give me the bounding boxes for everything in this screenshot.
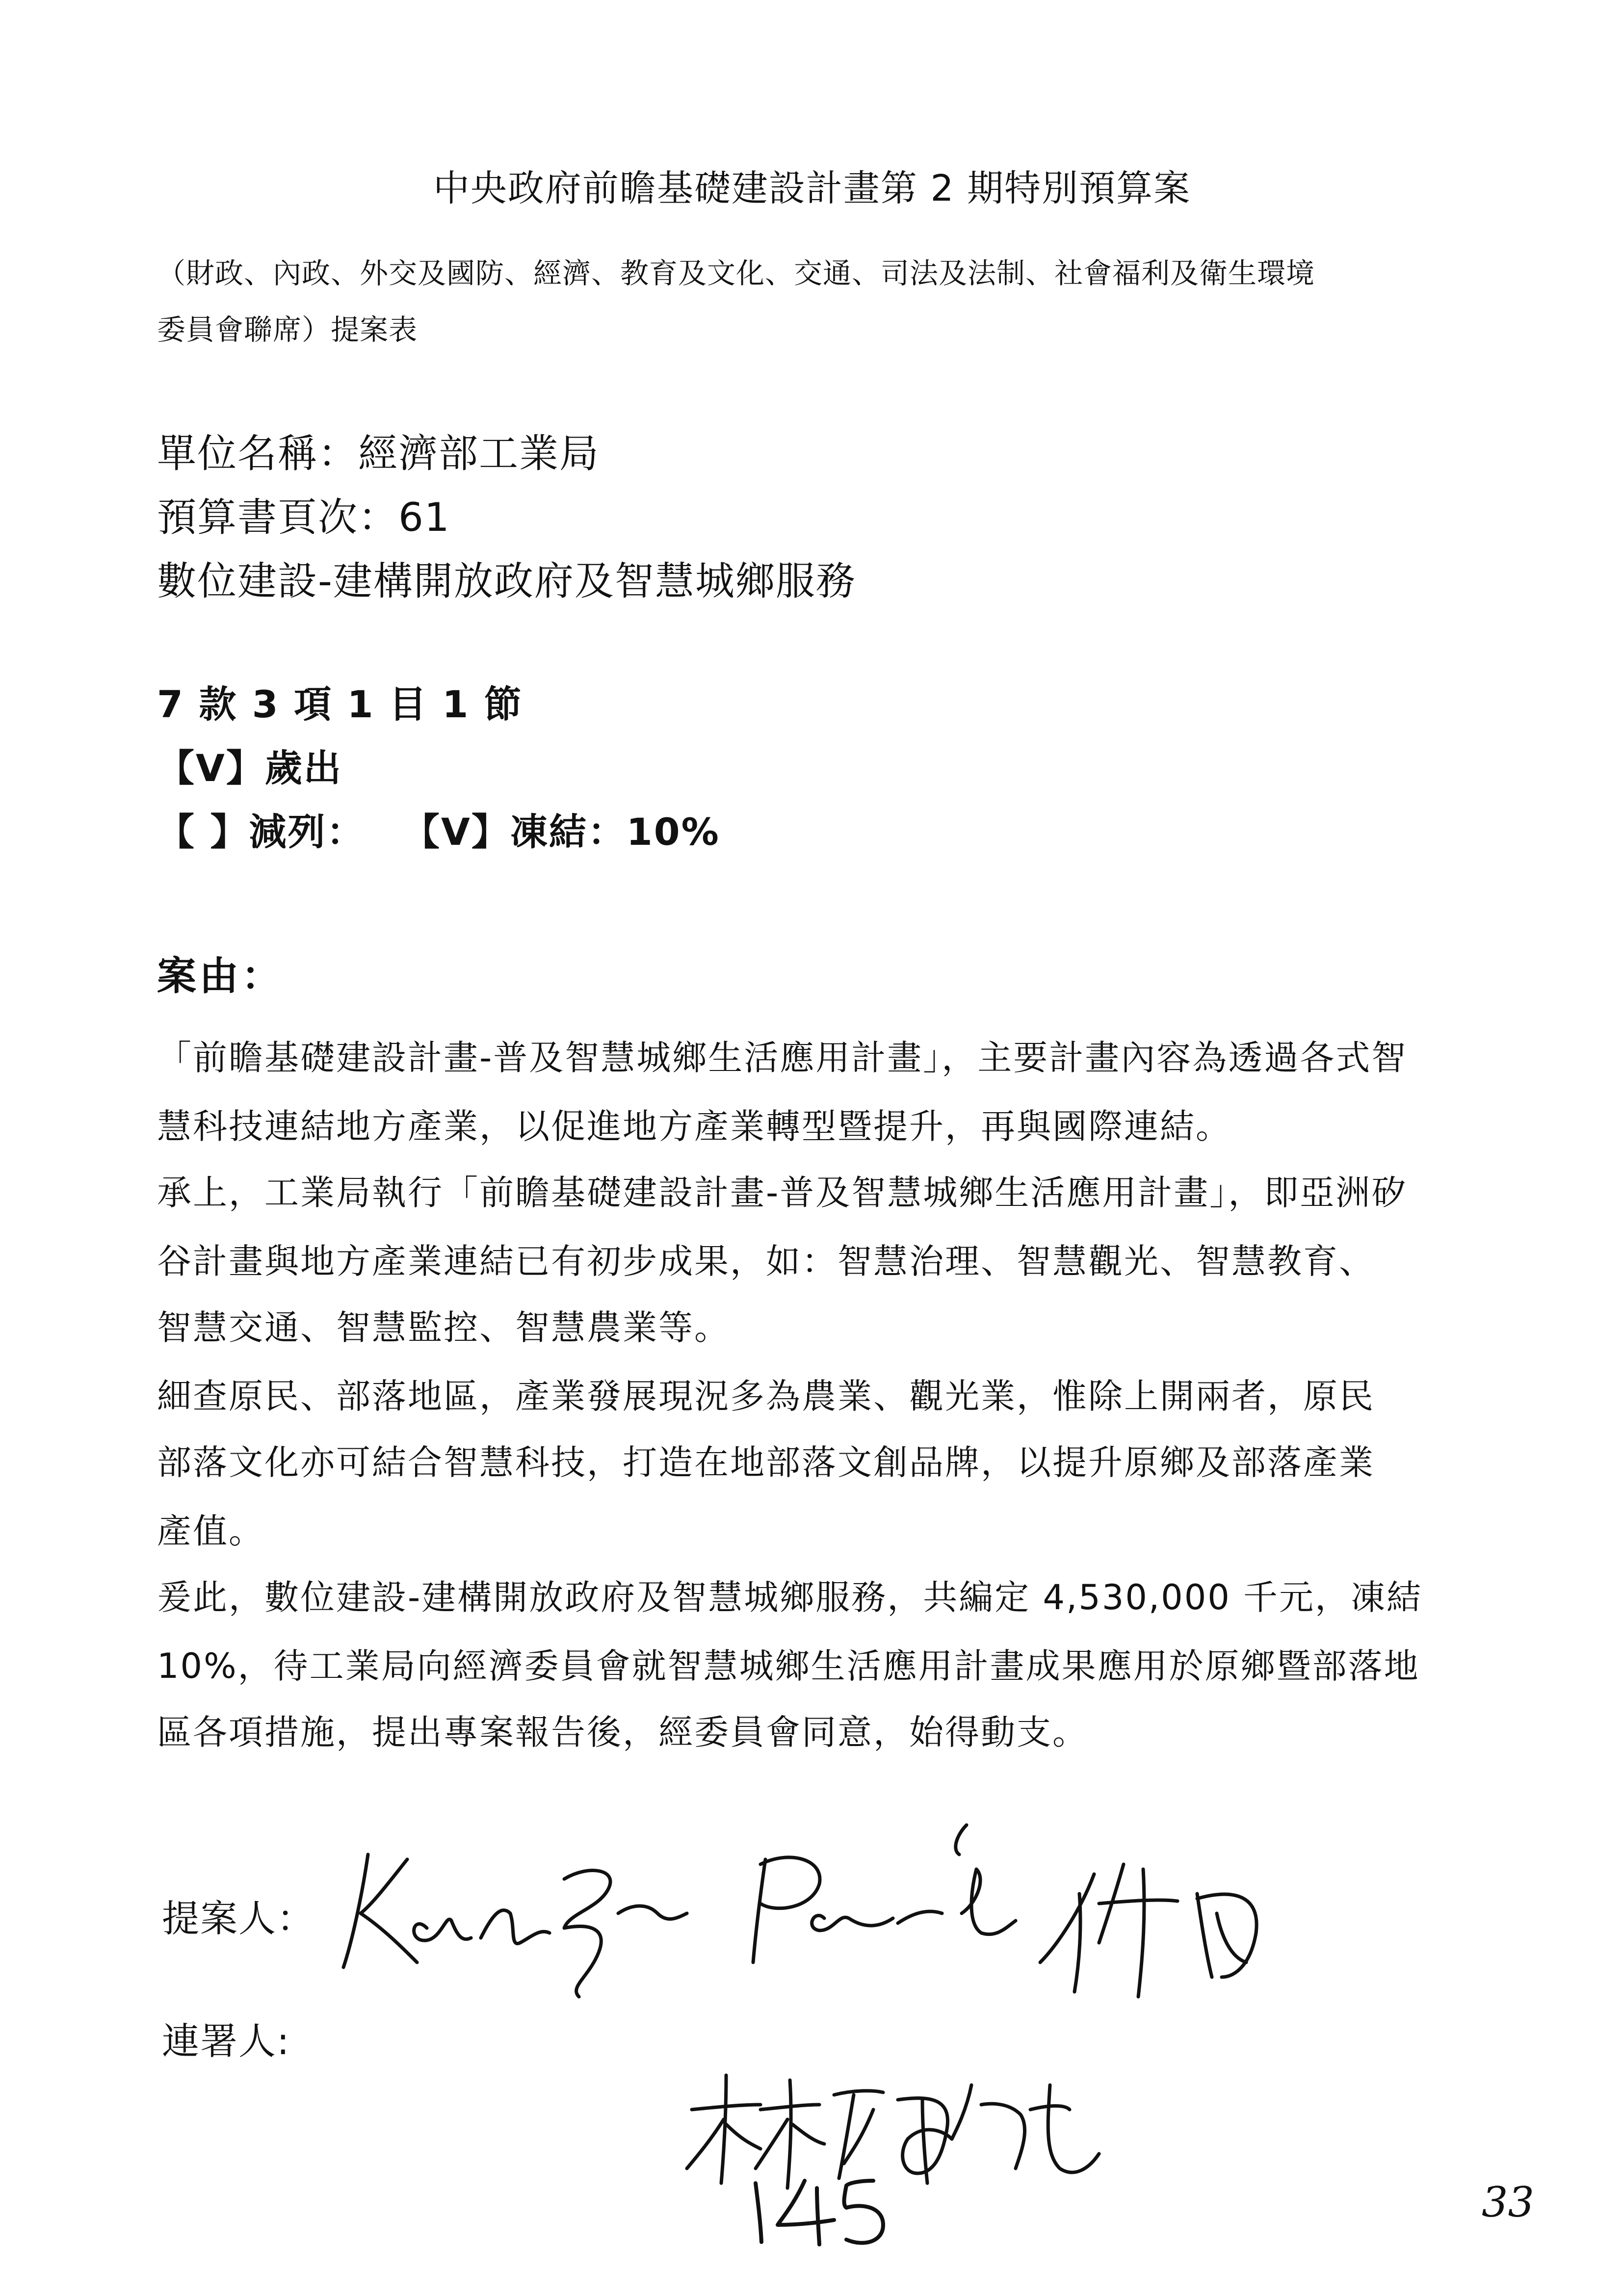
- reason-line: 10%，待工業局向經濟委員會就智慧城鄉生活應用計畫成果應用於原鄉暨部落地: [157, 1646, 1420, 1686]
- document-subtitle-line1: （財政、內政、外交及國防、經濟、教育及文化、交通、司法及法制、社會福利及衛生環境: [157, 257, 1315, 290]
- unit-name: 單位名稱：經濟部工業局: [157, 431, 600, 476]
- reason-line: 「前瞻基礎建設計畫-普及智慧城鄉生活應用計畫」，主要計畫內容為透過各式智: [157, 1038, 1408, 1078]
- document-title: 中央政府前瞻基礎建設計畫第 2 期特別預算案: [433, 167, 1191, 209]
- reason-line: 慧科技連結地方產業，以促進地方產業轉型暨提升，再與國際連結。: [157, 1106, 1231, 1147]
- cut-mark: 【 】減列：: [157, 810, 366, 854]
- freeze-mark: 【V】凍結：10%: [402, 810, 720, 854]
- reason-line: 智慧交通、智慧監控、智慧農業等。: [157, 1307, 730, 1348]
- reason-line: 區各項措施，提出專案報告後，經委員會同意，始得動支。: [157, 1712, 1088, 1752]
- budget-item: 7 款 3 項 1 目 1 節: [157, 682, 523, 726]
- budget-page: 預算書頁次：61: [157, 495, 450, 540]
- document-subtitle-line2: 委員會聯席）提案表: [157, 313, 418, 346]
- reason-line: 承上，工業局執行「前瞻基礎建設計畫-普及智慧城鄉生活應用計畫」，即亞洲矽: [157, 1173, 1408, 1213]
- reason-line: 谷計畫與地方產業連結已有初步成果，如：智慧治理、智慧觀光、智慧教育、: [157, 1241, 1375, 1281]
- expenditure-mark: 【V】歲出: [157, 746, 342, 790]
- reason-line: 細查原民、部落地區，產業發展現況多為農業、觀光業，惟除上開兩者，原民: [157, 1376, 1375, 1416]
- reason-heading: 案由：: [157, 953, 284, 999]
- reason-line: 部落文化亦可結合智慧科技，打造在地部落文創品牌，以提升原鄉及部落產業: [157, 1442, 1375, 1483]
- proposer-label: 提案人：: [162, 1897, 315, 1940]
- cosigner-signature: [677, 2056, 1168, 2252]
- cosigner-label: 連署人:: [162, 2019, 290, 2063]
- proposer-signature: [334, 1815, 1462, 2021]
- program-name: 數位建設-建構開放政府及智慧城鄉服務: [157, 558, 856, 604]
- reason-line: 產值。: [157, 1511, 264, 1551]
- page-number: 33: [1482, 2178, 1534, 2226]
- reason-line: 爰此，數位建設-建構開放政府及智慧城鄉服務，共編定 4,530,000 千元，凍結: [157, 1577, 1423, 1618]
- handwritten-number: [756, 2183, 765, 2189]
